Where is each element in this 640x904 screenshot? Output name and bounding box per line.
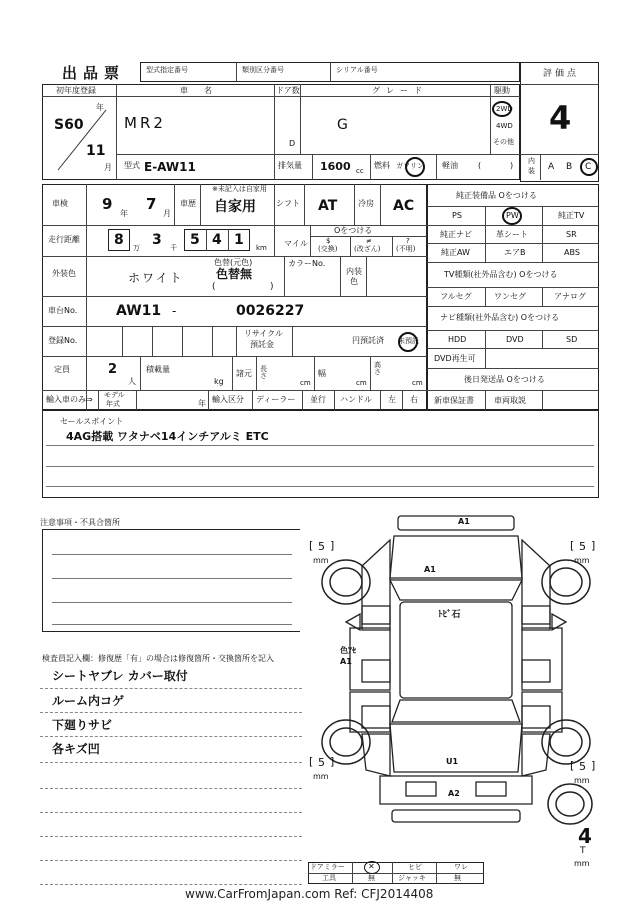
reg-year-unit: 年 (96, 103, 104, 112)
tv-oneseg: ワンセグ (494, 292, 526, 301)
shift-value: AT (318, 198, 338, 214)
import-type-label: 輸入区分 (212, 395, 244, 404)
meter-unknown-label: (不明) (396, 245, 416, 253)
load-label: 積載量 (146, 365, 170, 374)
legend-mirror-circle (364, 861, 380, 874)
repaint-value: 色替無 (216, 267, 253, 281)
damage-fade-note: 色ｱｾ (340, 646, 356, 655)
height-cm-unit: cm (412, 379, 423, 387)
diesel-paren-open: ( (478, 161, 482, 170)
meter-tamper-label: (改ざん) (354, 245, 381, 253)
grade-label: グレード (372, 86, 428, 95)
reg-label: 登録No. (48, 336, 78, 345)
model-year-label-1: モデル (104, 391, 125, 399)
navi-sd: SD (566, 335, 578, 344)
diesel-paren-close: ) (510, 161, 514, 170)
legend-ware: ワレ (454, 863, 468, 871)
reg-month-unit: 月 (104, 163, 112, 172)
diesel-label: 軽油 (442, 161, 458, 170)
tire-fr-unit: mm (574, 556, 590, 565)
first-reg-label: 初年度登録 (56, 86, 96, 95)
interior-c-circle (580, 158, 598, 176)
recycle-label-2: 預託金 (250, 340, 274, 349)
load-unit: kg (214, 377, 224, 386)
dealer-label: ディーラー (256, 395, 296, 404)
spare-tire-unit: T (580, 846, 586, 856)
damage-chip-note: ﾄﾋﾞ石 (438, 610, 461, 620)
meter-exchange-mark: $ (326, 237, 331, 245)
model-year-label-2: 年式 (106, 400, 120, 408)
equip-aw: 純正AW (441, 248, 470, 257)
handle-label: ハンドル (340, 395, 372, 404)
chassis-dash: - (172, 304, 177, 318)
interior-color-label-2: 色 (350, 277, 358, 286)
dvd-play: DVD再生可 (434, 354, 476, 363)
history-label: 車歴 (180, 199, 196, 208)
left-label: 左 (388, 395, 396, 404)
capacity-unit: 人 (128, 377, 136, 386)
doors-label: ドア数 (276, 86, 300, 95)
legend-mirror-mark: ✕ (368, 862, 375, 871)
tv-analog: アナログ (554, 292, 586, 301)
spare-tire-value: 4 (578, 824, 592, 848)
tv-type-header: TV種類(社外品含む) Oをつける (444, 270, 558, 279)
dims-label: 諸元 (236, 369, 252, 378)
tire-rl-unit: mm (313, 772, 329, 781)
chassis-number: 0026227 (236, 303, 305, 319)
inspection-month: 7 (146, 195, 157, 213)
tire-rr-bracket-open: [ (570, 759, 575, 772)
door-unit: D (289, 139, 296, 148)
width-label: 幅 (318, 369, 326, 378)
length-label: 長さ (260, 365, 267, 380)
car-damage-diagram (306, 510, 606, 830)
tire-rr-depth: 5 (579, 760, 586, 773)
car-name-value: MR2 (124, 114, 166, 132)
score-value: 4 (549, 99, 572, 137)
model-year-unit: 年 (198, 399, 206, 408)
circle-instr: Oをつける (334, 226, 373, 235)
model-value: E-AW11 (144, 160, 196, 174)
mileage-digit-5: 1 (234, 232, 244, 248)
inspection-year: 9 (102, 195, 113, 213)
doc-warranty: 新車保証書 (434, 396, 474, 405)
chassis-label: 車台No. (48, 306, 78, 315)
docs-header: 後日発送品 Oをつける (464, 375, 545, 384)
fuel-circle (405, 157, 425, 177)
shift-label: シフト (276, 199, 300, 208)
mileage-digit-2: 3 (152, 232, 162, 248)
legend-jack-value: 無 (454, 874, 461, 882)
width-cm-unit: cm (356, 379, 367, 387)
damage-a1-hood: A1 (424, 565, 436, 574)
history-note: ※未記入は自家用 (212, 185, 267, 193)
fuel-label: 燃料 (374, 161, 390, 170)
equip-pw: PW (506, 211, 519, 220)
sales-label: セールスポイント (60, 417, 124, 426)
equipment-header: 純正装備品 Oをつける (456, 191, 537, 200)
reg-month: 11 (86, 143, 106, 159)
mile-label: マイル (284, 239, 308, 248)
legend-door-mirror: ドアミラー (310, 863, 345, 871)
watermark-text: www.CarFromJapan.com Ref: CFJ2014408 (185, 887, 434, 901)
interior-grade-b: B (566, 162, 573, 172)
tire-rl-depth: 5 (318, 756, 325, 769)
damage-u1: U1 (446, 757, 459, 766)
equip-leather: 革シート (496, 230, 528, 239)
inspection-month-unit: 月 (163, 209, 171, 218)
interior-grade-a: A (548, 162, 555, 172)
parallel-label: 並行 (310, 395, 326, 404)
equip-tv: 純正TV (558, 211, 585, 220)
inspection-label: 車検 (52, 199, 68, 208)
spare-tire-mm: mm (574, 859, 590, 868)
tire-rl-bracket-open: [ (309, 755, 314, 768)
drive-other: その他 (493, 138, 514, 146)
capacity-value: 2 (108, 362, 118, 377)
legend-tools: 工具 (322, 874, 336, 882)
repaint-label: 色替(元色) (214, 258, 253, 267)
caution-box (42, 529, 300, 632)
recycle-status: 未預託 (398, 337, 419, 345)
inspector-label: 検査員記入欄：修復歴「有」の場合は修復箇所・交換箇所を記入 (42, 654, 274, 663)
tire-rr-unit: mm (574, 776, 590, 785)
navi-dvd: DVD (506, 335, 524, 344)
tire-fl-unit: mm (313, 556, 329, 565)
tire-fr-depth: 5 (579, 540, 586, 553)
drive-2wd-circle (492, 101, 512, 117)
mileage-digit-1: 8 (114, 232, 124, 248)
legend-hibi: ヒビ (408, 863, 422, 871)
equip-ps: PS (452, 211, 462, 220)
import-label: 輸入車のみ⇒ (46, 395, 93, 404)
mileage-sen-unit: 千 (170, 244, 177, 252)
meter-unknown-mark: ? (406, 237, 410, 245)
score-label: 評価点 (543, 69, 580, 79)
grade-value: G (337, 117, 348, 133)
legend-tools-value: 無 (368, 874, 375, 882)
inspection-year-unit: 年 (120, 209, 128, 218)
equip-airbag: エアB (504, 248, 526, 257)
equip-navi: 純正ナビ (440, 230, 472, 239)
tv-fullseg: フルセグ (440, 292, 472, 301)
note-line-4: 各キズ凹 (52, 742, 100, 756)
history-value: 自家用 (214, 199, 256, 215)
equip-abs: ABS (564, 248, 580, 257)
type-cert-label: 型式指定番号 (146, 66, 188, 74)
damage-a2: A2 (448, 789, 460, 798)
navi-type-header: ナビ種類(社外品含む) Oをつける (440, 313, 560, 322)
caution-label: 注意事項・不具合箇所 (40, 518, 120, 527)
serial-label: シリアル番号 (336, 66, 378, 74)
note-line-2: ルーム内コゲ (52, 694, 125, 708)
height-label: 高さ (374, 361, 381, 376)
mileage-km-unit: km (256, 244, 267, 252)
repaint-paren-close: ) (270, 282, 274, 292)
model-label: 型式 (124, 161, 140, 170)
tire-fl-bracket-open: [ (309, 539, 314, 552)
mileage-label: 走行距離 (48, 235, 80, 244)
fuel-value: ガソリン (396, 162, 424, 170)
mileage-digit-4: 4 (212, 232, 222, 248)
reg-era: S60 (54, 117, 84, 133)
ac-label: 冷房 (358, 199, 374, 208)
note-line-3: 下廻りサビ (52, 718, 113, 732)
drive-4wd: 4WD (496, 122, 513, 130)
interior-label-1: 内 (528, 157, 535, 165)
note-line-1: シートヤブレ カバー取付 (52, 669, 188, 683)
meter-tamper-mark: ≠ (366, 237, 372, 245)
recycle-label-1: リサイクル (244, 329, 283, 338)
interior-label-2: 装 (528, 167, 535, 175)
capacity-label: 定員 (54, 365, 70, 374)
sales-box (42, 410, 599, 498)
damage-a1-side: A1 (340, 657, 352, 666)
damage-a1-bumper: A1 (458, 517, 470, 526)
interior-grade-c: C (585, 162, 592, 172)
category-label: 類別区分番号 (242, 66, 284, 74)
mileage-digit-3: 5 (190, 232, 200, 248)
displacement-value: 1600 (320, 160, 351, 173)
color-value: ホワイト (128, 271, 184, 285)
color-label: 外装色 (52, 269, 76, 278)
displacement-unit: cc (356, 167, 364, 175)
repaint-paren-open: ( (212, 282, 216, 292)
right-label: 右 (410, 395, 418, 404)
tire-rl-bracket-close: ] (330, 755, 335, 768)
legend-jack: ジャッキ (398, 874, 426, 882)
drive-2wd: 2WD (496, 105, 513, 113)
mileage-man-unit: 万 (133, 244, 140, 252)
equip-pw-circle (502, 207, 522, 225)
interior-color-label-1: 内装 (346, 267, 362, 276)
navi-hdd: HDD (448, 335, 467, 344)
equip-sr: SR (566, 230, 577, 239)
form-title: 出品票 (62, 64, 126, 82)
recycle-unit: 円預託済 (352, 336, 384, 345)
tire-fr-bracket-close: ] (591, 539, 596, 552)
displacement-label: 排気量 (278, 161, 302, 170)
tire-fl-depth: 5 (318, 540, 325, 553)
recycle-circle (398, 332, 418, 352)
tire-rr-bracket-close: ] (591, 759, 596, 772)
tire-fl-bracket-close: ] (330, 539, 335, 552)
tire-fr-bracket-open: [ (570, 539, 575, 552)
doc-manual: 車両取説 (494, 396, 526, 405)
chassis-prefix: AW11 (116, 303, 162, 319)
color-no-label: カラーNo. (288, 259, 326, 268)
car-name-label: 車名 (180, 86, 228, 95)
meter-exchange-label: (交換) (318, 245, 338, 253)
drive-label: 駆動 (494, 86, 510, 95)
length-cm-unit: cm (300, 379, 311, 387)
ac-value: AC (393, 198, 415, 214)
sales-text: 4AG搭載 ワタナベ14インチアルミ ETC (66, 430, 269, 443)
